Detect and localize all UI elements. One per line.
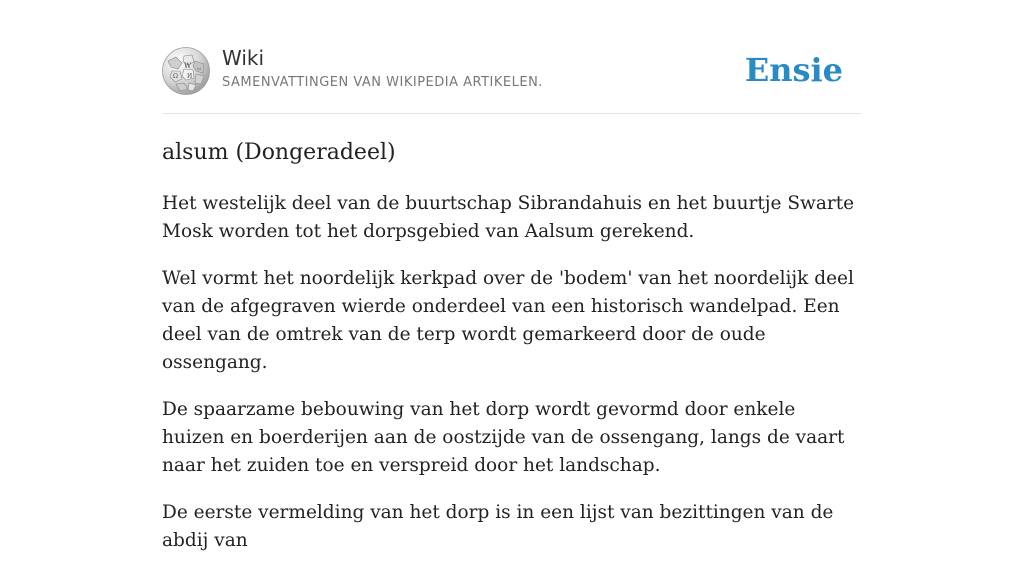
site-header	[162, 0, 862, 114]
site-tagline: SAMENVATTINGEN VAN WIKIPEDIA ARTIKELEN.	[222, 75, 543, 90]
wikipedia-globe-icon[interactable]	[162, 47, 210, 95]
page-container	[162, 0, 862, 551]
site-name[interactable]: Wiki	[222, 46, 265, 70]
svg-text:W: W	[184, 62, 192, 70]
ensie-brand-link[interactable]: Ensie	[744, 51, 843, 89]
article-body	[162, 190, 862, 574]
article-paragraph-1: Het westelijk deel van de buurtschap Sibrandahuis en het buurtje Swarte Mosk worden tot het dorpsgebied van Aalsum gerekend.	[162, 193, 855, 242]
svg-text:ω: ω	[197, 66, 202, 72]
page-title: alsum (Dongeradeel)	[162, 140, 396, 165]
article-paragraph-4: De eerste vermelding van het dorp is in een lijst van bezittingen van de abdij van	[162, 502, 834, 551]
article-paragraph-3: De spaarzame bebouwing van het dorp wordt gevormd door enkele huizen en boerderijen aan de oostzijde van de ossengang, langs de vaart naar het zuiden toe en verspreid door het landschap.	[162, 399, 845, 476]
svg-text:И: И	[187, 73, 193, 80]
svg-text:Ω: Ω	[173, 73, 178, 80]
article-paragraph-2: Wel vormt het noordelijk kerkpad over de 'bodem' van het noordelijk deel van de afgegraven wierde onderdeel van een historisch wandelpad. Een deel van de omtrek van de terp wordt gemarkeerd door de oude ossengang.	[162, 268, 854, 373]
